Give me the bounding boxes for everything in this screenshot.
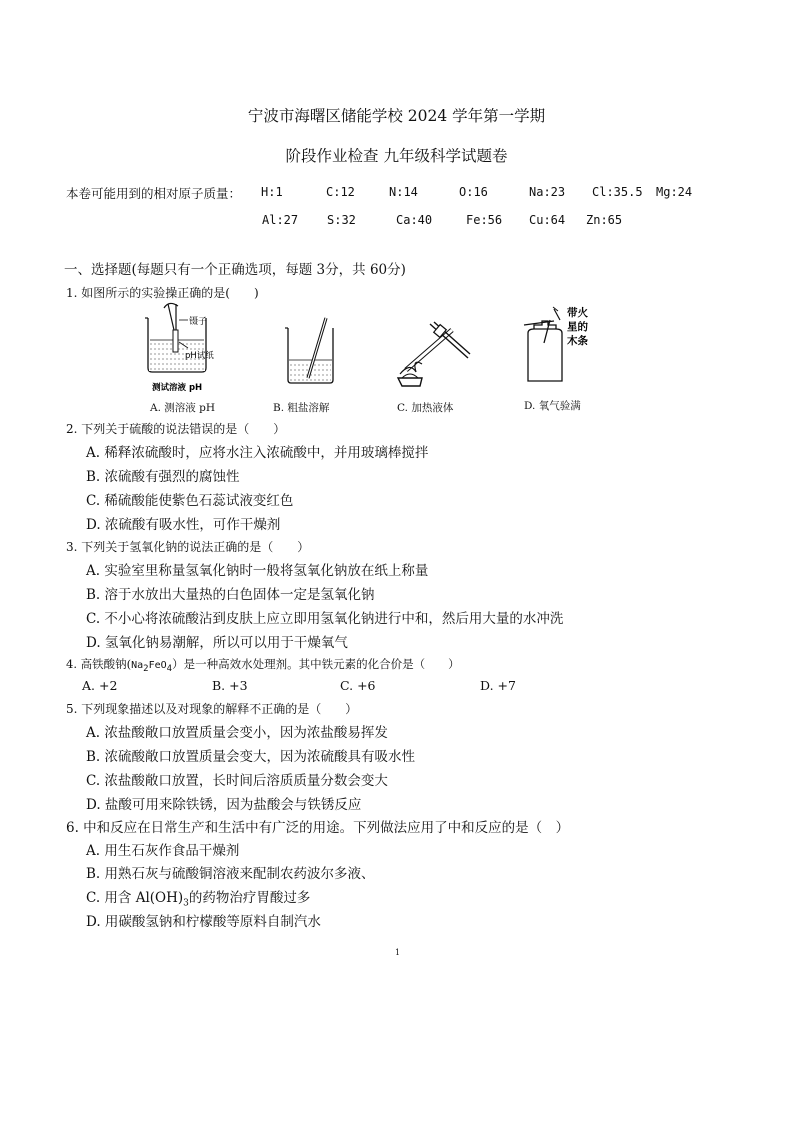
q2-option-b: B. 浓硫酸有强烈的腐蚀性 [86,469,240,485]
formula-feo-sub: 4 [166,664,173,674]
q5-option-a: A. 浓盐酸敞口放置质量会变小，因为浓盐酸易挥发 [86,725,388,741]
mass-zn: Zn:65 [586,213,623,227]
mass-h: H:1 [261,185,283,199]
q2-option-d: D. 浓硫酸有吸水性，可作干燥剂 [86,517,281,533]
mass-mg: Mg:24 [656,185,693,199]
q2-stem: 2. 下列关于硫酸的说法错误的是（ ） [66,422,286,436]
q4-stem-pre: 4. 高铁酸钠( [66,657,132,671]
q6-stem: 6. 中和反应在日常生产和生活中有广泛的用途。下列做法应用了中和反应的是（ ） [66,820,570,836]
label-measure-ph: 测试溶液 pH [152,383,203,393]
atomic-mass-row-2 [0,213,793,231]
q5-option-d: D. 盐酸可用来除铁锈，因为盐酸会与铁锈反应 [86,797,362,813]
mass-o: O:16 [459,185,488,199]
q4-option-c: C. +6 [340,678,376,693]
mass-al: Al:27 [262,213,299,227]
formula-na-sub: 2 [143,664,149,674]
figure-c-heating-liquid [394,314,472,388]
q5-option-b: B. 浓硫酸敞口放置质量会变大，因为浓硫酸具有吸水性 [86,749,416,765]
label-splint-3: 木条 [567,335,588,347]
q1-option-a: A. 测溶液 pH [150,402,215,414]
q1-option-d: D. 氧气验满 [524,400,581,412]
q6-option-b: B. 用熟石灰与硫酸铜溶液来配制农药波尔多液、 [86,866,375,882]
q2-option-a: A. 稀释浓硫酸时，应将水注入浓硫酸中，并用玻璃棒搅拌 [86,445,429,461]
mass-na: Na:23 [529,185,566,199]
mass-ca: Ca:40 [396,213,433,227]
q4-stem-post: ）是一种高效水处理剂。其中铁元素的化合价是（ ） [172,657,460,671]
q3-option-b: B. 溶于水放出大量热的白色固体一定是氢氧化钠 [86,587,375,603]
q6-option-c [86,886,310,909]
figure-d-oxygen-test [520,303,600,385]
q4-option-d: D. +7 [480,678,516,693]
q5-stem: 5. 下列现象描述以及对现象的解释不正确的是（ ） [66,702,358,716]
mass-cl: Cl:35.5 [592,185,643,199]
q3-option-a: A. 实验室里称量氢氧化钠时一般将氢氧化钠放在纸上称量 [86,563,429,579]
q1-option-c: C. 加热液体 [397,402,454,414]
q4-option-b: B. +3 [212,678,248,693]
mass-n: N:14 [389,185,418,199]
exam-title: 宁波市海曙区储能学校 2024 学年第一学期 [247,107,546,125]
formula-feo: FeO [148,660,167,671]
figure-b-salt-dissolving [284,316,344,386]
figure-a-ph-test [138,300,228,395]
q6-option-d: D. 用碳酸氢钠和柠檬酸等原料自制汽水 [86,914,321,930]
q3-stem: 3. 下列关于氢氧化钠的说法正确的是（ ） [66,540,310,554]
mass-c: C:12 [326,185,355,199]
label-ph-paper: pH试纸 [185,351,214,361]
mass-fe: Fe:56 [466,213,503,227]
q6-option-c-pre: C. 用含 Al(OH) [86,890,184,906]
q4-option-a: A. +2 [82,678,118,693]
exam-subtitle: 阶段作业检查 九年级科学试题卷 [285,147,508,165]
q6-option-a: A. 用生石灰作食品干燥剂 [86,843,240,859]
label-splint-1: 带火 [567,307,588,319]
mass-cu: Cu:64 [529,213,566,227]
q4-formula [131,660,173,674]
q6-option-c-sub: 3 [183,898,189,909]
q4-stem [66,656,460,674]
q1-option-b: B. 粗盐溶解 [273,402,330,414]
atomic-mass-row-1 [66,184,766,202]
formula-na: Na [131,660,144,671]
q6-option-c-post: 的药物治疗胃酸过多 [188,890,311,906]
q3-option-c: C. 不小心将浓硫酸沾到皮肤上应立即用氢氧化钠进行中和，然后用大量的水冲洗 [86,611,564,627]
atomic-mass-lead: 本卷可能用到的相对原子质量： [66,186,242,201]
q1-stem: 1. 如图所示的实验操正确的是( ) [66,286,259,300]
q3-option-d: D. 氢氧化钠易潮解，所以可以用于干燥氧气 [86,635,348,651]
q2-option-c: C. 稀硫酸能使紫色石蕊试液变红色 [86,493,294,509]
page-number: 1 [395,948,401,957]
section-heading: 一、选择题(每题只有一个正确选项，每题 3分，共 60分) [64,262,406,278]
mass-s: S:32 [327,213,356,227]
label-splint-2: 星的 [567,321,588,333]
q5-option-c: C. 浓盐酸敞口放置，长时间后溶质质量分数会变大 [86,773,388,789]
label-tweezers: 镊子 [189,317,208,327]
